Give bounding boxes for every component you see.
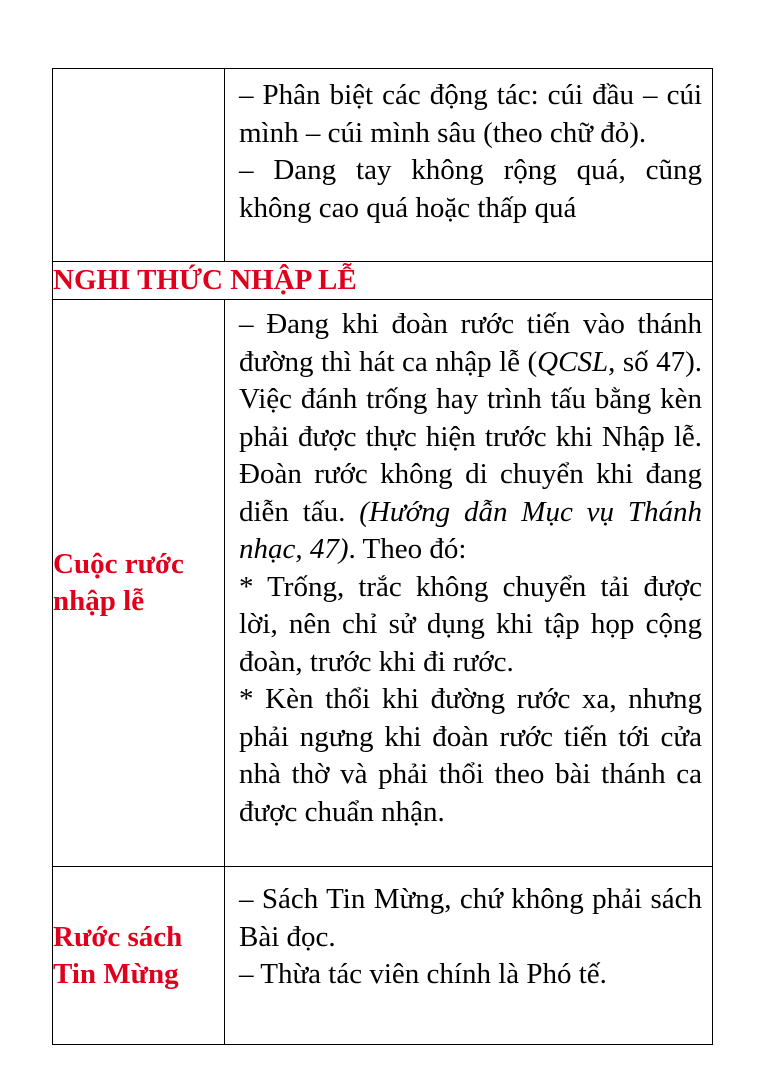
- gospel-book-text: – Sách Tin Mừng, chứ không phải sách Bài đọc.: [239, 883, 702, 953]
- empty-left-cell: [53, 69, 225, 262]
- guideline-citation: (Hướng dẫn Mục vụ Thánh nhạc, 47): [239, 495, 702, 565]
- table-row: [53, 69, 713, 262]
- liturgy-table: [52, 68, 713, 1045]
- hand-spread-text: – Dang tay không rộng quá, cũng không cao quá hoặc thấp quá: [239, 154, 702, 224]
- label-line: Rước sách: [53, 920, 183, 953]
- label-line: Tin Mừng: [53, 957, 179, 990]
- gospel-procession-label: [53, 867, 225, 1045]
- entrance-song-paragraph: – Đang khi đoàn rước tiến vào thánh đường thì hát ca nhập lễ (QCSL, số 47). Việc đánh trống hay trình tấu bằng kèn phải được thực hiện trước khi Nhập lễ. Đoàn rước không di chuyển khi đang diễn tấu. (Hướng dẫn Mục vụ Thánh nhạc, 47). Theo đó:: [239, 308, 702, 565]
- gestures-cell: [225, 69, 713, 262]
- gesture-distinction-text: – Phân biệt các động tác: cúi đầu – cúi mình – cúi mình sâu (theo chữ đỏ).: [239, 79, 702, 149]
- label-line: nhập lễ: [53, 585, 145, 617]
- deacon-minister-text: – Thừa tác viên chính là Phó tế.: [239, 958, 607, 990]
- section-heading-row: [53, 262, 713, 300]
- entrance-procession-cell: [225, 300, 713, 867]
- label-line: Cuộc rước: [53, 548, 184, 580]
- table-row: [53, 867, 713, 1045]
- gospel-procession-cell: [225, 867, 713, 1045]
- table-row: [53, 300, 713, 867]
- drums-paragraph: * Trống, trắc không chuyển tải được lời, nên chỉ sử dụng khi tập họp cộng đoàn, trước khi đi rước.: [239, 570, 702, 678]
- entrance-procession-label: [53, 300, 225, 867]
- qcsl-citation: QCSL: [537, 345, 609, 378]
- section-heading: NGHI THỨC NHẬP LỄ: [53, 262, 713, 300]
- trumpet-paragraph: * Kèn thổi khi đường rước xa, nhưng phải ngưng khi đoàn rước tiến tới cửa nhà thờ và phải thổi theo bài thánh ca được chuẩn nhận.: [239, 683, 702, 828]
